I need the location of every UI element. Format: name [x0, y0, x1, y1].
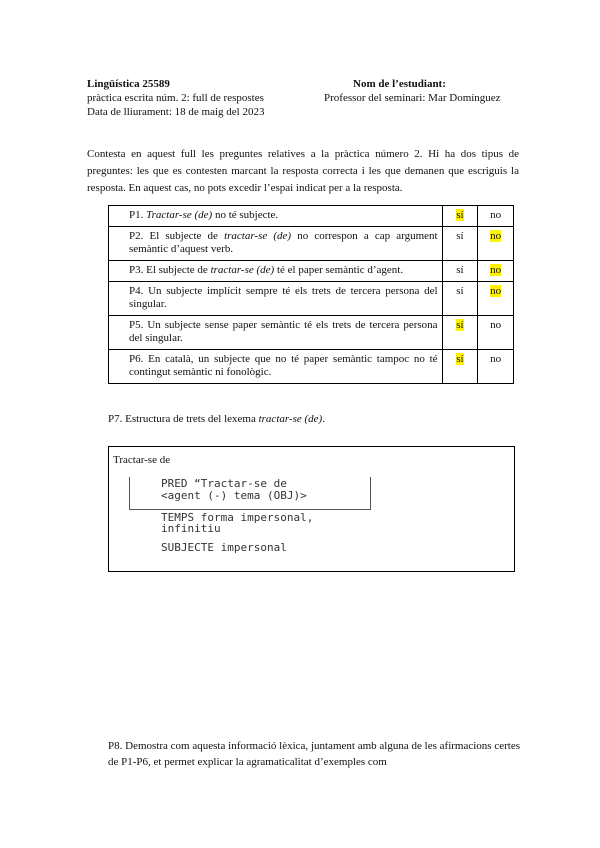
course-title: Lingüística 25589: [87, 78, 170, 90]
professor-name: Professor del seminari: Mar Domínguez: [324, 92, 501, 104]
instructions-paragraph: Contesta en aquest full les preguntes relatives a la pràctica número 2. Hi ha dos tipus de preguntes: les que es contesten marcant la resposta correcta i les que demanen que escriguis la resposta. En aquest cas, no pots excedir l’espai indicat per a la resposta.: [87, 148, 519, 194]
answer-yes-cell[interactable]: [442, 282, 478, 316]
answer-no-cell[interactable]: [478, 227, 514, 261]
answer-yes-selected[interactable]: sí: [456, 319, 464, 331]
answer-yes-cell[interactable]: [442, 206, 478, 227]
answer-no-selected[interactable]: no: [490, 285, 502, 297]
questions-table: [108, 205, 514, 384]
assignment-title: pràctica escrita núm. 2: full de respostes: [87, 92, 264, 104]
handwritten-pred: PRED “Tractar-se de: [161, 477, 287, 490]
answer-yes-cell[interactable]: [442, 261, 478, 282]
answer-yes-selected[interactable]: sí: [456, 209, 464, 221]
question-text: P2. El subjecte de tractar-se (de) no correspon a cap argument semàntic d’aquest verb.: [109, 227, 443, 261]
answer-yes-cell[interactable]: [442, 227, 478, 261]
question-row-p2: [109, 227, 514, 261]
handwritten-infinitiu: infinitiu: [161, 522, 221, 535]
answer-no[interactable]: no: [490, 209, 502, 221]
handwritten-temps: TEMPS forma impersonal,: [161, 511, 314, 524]
question-row-p5: [109, 316, 514, 350]
answer-yes[interactable]: sí: [456, 264, 464, 276]
question-p8: P8. Demostra com aquesta informació lèxica, juntament amb alguna de les afirmacions certes de P1-P6, et permet explicar la agramaticalitat d’exemples com: [108, 740, 520, 768]
question-text: P4. Un subjecte implícit sempre té els trets de tercera persona del singular.: [109, 282, 443, 316]
delivery-date: Data de lliurament: 18 de maig del 2023: [87, 106, 265, 118]
answer-no-selected[interactable]: no: [490, 230, 502, 242]
question-row-p1: [109, 206, 514, 227]
answer-yes-selected[interactable]: sí: [456, 353, 464, 365]
handwritten-args: <agent (-) tema (OBJ)>: [161, 489, 307, 502]
answer-box-title: Tractar-se de: [113, 454, 171, 466]
question-text: P5. Un subjecte sense paper semàntic té els trets de tercera persona del singular.: [109, 316, 443, 350]
answer-yes[interactable]: sí: [456, 230, 464, 242]
answer-no[interactable]: no: [490, 319, 502, 331]
answer-yes[interactable]: sí: [456, 285, 464, 297]
student-name-label: Nom de l’estudiant:: [353, 78, 446, 90]
question-text: P3. El subjecte de tractar-se (de) té el paper semàntic d’agent.: [109, 261, 443, 282]
question-row-p3: [109, 261, 514, 282]
answer-no-cell[interactable]: [478, 350, 514, 384]
answer-no-cell[interactable]: [478, 316, 514, 350]
question-row-p4: [109, 282, 514, 316]
answer-no-cell[interactable]: [478, 261, 514, 282]
answer-yes-cell[interactable]: [442, 350, 478, 384]
answer-yes-cell[interactable]: [442, 316, 478, 350]
question-p7: P7. Estructura de trets del lexema tractar-se (de).: [108, 413, 325, 425]
answer-no[interactable]: no: [490, 353, 502, 365]
answer-no-cell[interactable]: [478, 282, 514, 316]
answer-no-selected[interactable]: no: [490, 264, 502, 276]
answer-box-p7[interactable]: [108, 446, 515, 572]
question-text: P6. En català, un subjecte que no té paper semàntic tampoc no té contingut semàntic ni fonològic.: [109, 350, 443, 384]
question-row-p6: [109, 350, 514, 384]
question-text: P1. Tractar-se (de) no té subjecte.: [109, 206, 443, 227]
answer-no-cell[interactable]: [478, 206, 514, 227]
handwritten-subjecte: SUBJECTE impersonal: [161, 541, 287, 554]
